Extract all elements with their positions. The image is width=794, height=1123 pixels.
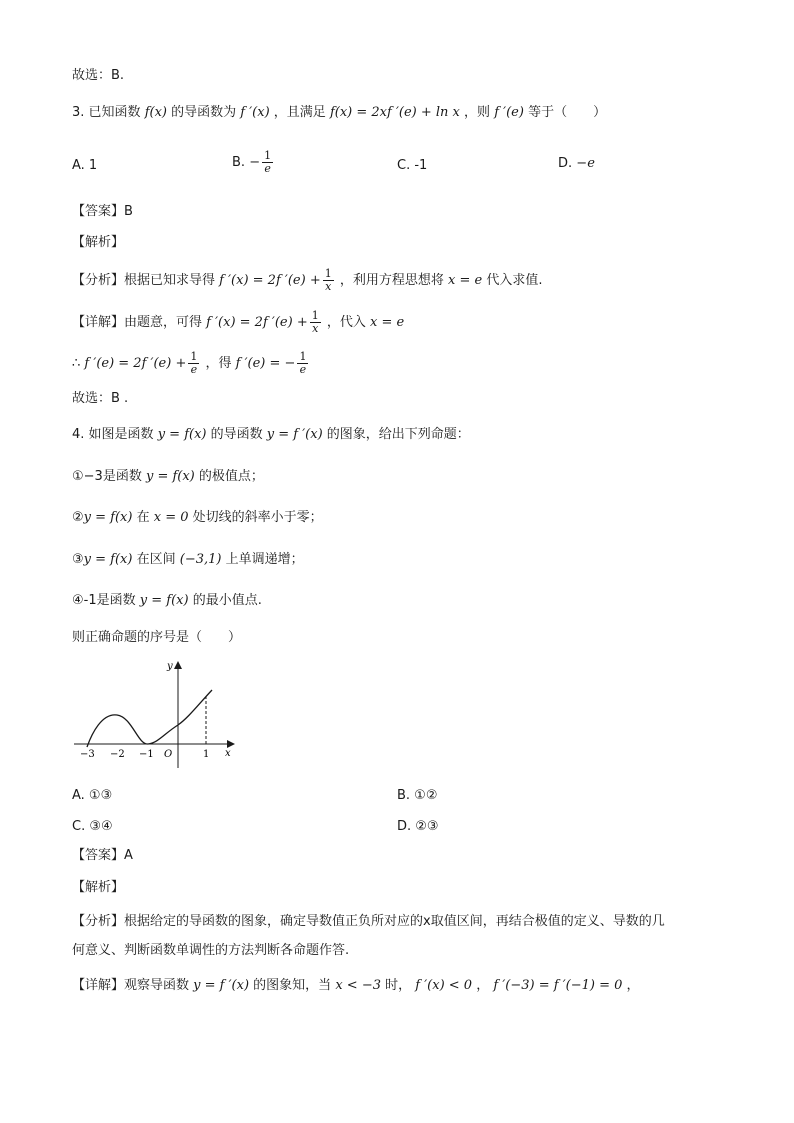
q4-option-a: A. ①③: [72, 788, 113, 803]
question-3: [72, 103, 606, 123]
proposition-1: ①−3是函数 y = f(x) 的极值点；: [72, 469, 264, 484]
tick-label: −3: [80, 749, 95, 760]
q3-text: 等于（ ）: [528, 105, 607, 120]
tick-label: −1: [139, 749, 154, 760]
answer-label: 【答案】B: [72, 204, 133, 219]
analysis-4-line2: 何意义、判断函数单调性的方法判断各命题作答.: [72, 943, 350, 958]
q3-math: f ′(x): [240, 105, 270, 120]
therefore-3: ∴ f ′(e) = 2f ′(e) + $\frac{1}{e}$ ，得 f ′(e) = − $\frac{1}{e}$: [72, 350, 307, 376]
q3-text: ，则: [464, 105, 491, 120]
detail-4: 【详解】观察导函数 y = f ′(x) 的图象知，当 x < −3 时， f ′(x) < 0 ， f ′(−3) = f ′(−1) = 0 ，: [72, 978, 640, 993]
question-4-ask: 则正确命题的序号是（ ）: [72, 630, 242, 645]
q4-option-c: C. ③④: [72, 819, 113, 834]
q3-option-d: D. −e: [558, 156, 595, 171]
fraction: $\frac{1}{x}$: [324, 267, 332, 293]
q3-option-b: B. − $\frac{1}{e}$: [232, 149, 272, 175]
answer-label: 【答案】A: [72, 848, 133, 863]
q3-text: 3. 已知函数: [72, 105, 141, 120]
q3-text: ，且满足: [273, 105, 326, 120]
analysis-3: 【分析】根据已知求导得 f ′(x) = 2f ′(e) + $\frac{1}{x}$ ，利用方程思想将 x = e 代入求值.: [72, 267, 543, 293]
origin-label: O: [164, 749, 173, 760]
q3-math: f ′(e): [494, 105, 524, 120]
q3-option-c: C. -1: [397, 158, 428, 173]
derivative-curve: [87, 690, 212, 747]
analysis-label: 【解析】: [72, 880, 125, 895]
question-4: 4. 如图是函数 y = f(x) 的导函数 y = f ′(x) 的图象，给出下列命题：: [72, 427, 470, 442]
q4-option-b: B. ①②: [397, 788, 438, 803]
q3-math: f(x): [144, 105, 167, 120]
derivative-graph: [70, 655, 240, 770]
proposition-4: ④-1是函数 y = f(x) 的最小值点.: [72, 593, 262, 608]
q3-option-a: A. 1: [72, 158, 98, 173]
tick-label: −2: [110, 749, 125, 760]
q4-option-d: D. ②③: [397, 819, 439, 834]
x-axis-label: x: [225, 748, 231, 759]
analysis-4-line1: 【分析】根据给定的导函数的图象，确定导数值正负所对应的x取值区间，再结合极值的定义、导数的几: [72, 914, 665, 929]
fraction: $\frac{1}{e}$: [299, 350, 307, 376]
conclusion-line: 故选：B.: [72, 68, 125, 83]
proposition-2: ②y = f(x) 在 x = 0 处切线的斜率小于零；: [72, 510, 323, 525]
tick-label: 1: [203, 749, 210, 760]
q3-text: 的导函数为: [171, 105, 237, 120]
conclusion-line: 故选：B .: [72, 391, 129, 406]
fraction: $\frac{1}{e}$: [190, 350, 198, 376]
fraction: $\frac{1}{e}$: [264, 149, 272, 175]
analysis-label: 【解析】: [72, 235, 125, 250]
detail-3: 【详解】由题意，可得 f ′(x) = 2f ′(e) + $\frac{1}{x}$ ，代入 x = e: [72, 309, 405, 335]
fraction: $\frac{1}{x}$: [311, 309, 319, 335]
q3-math: f(x) = 2xf ′(e) + ln x: [329, 105, 460, 120]
y-axis-label: y: [167, 661, 173, 672]
proposition-3: ③y = f(x) 在区间 (−3,1) 上单调递增；: [72, 552, 304, 567]
